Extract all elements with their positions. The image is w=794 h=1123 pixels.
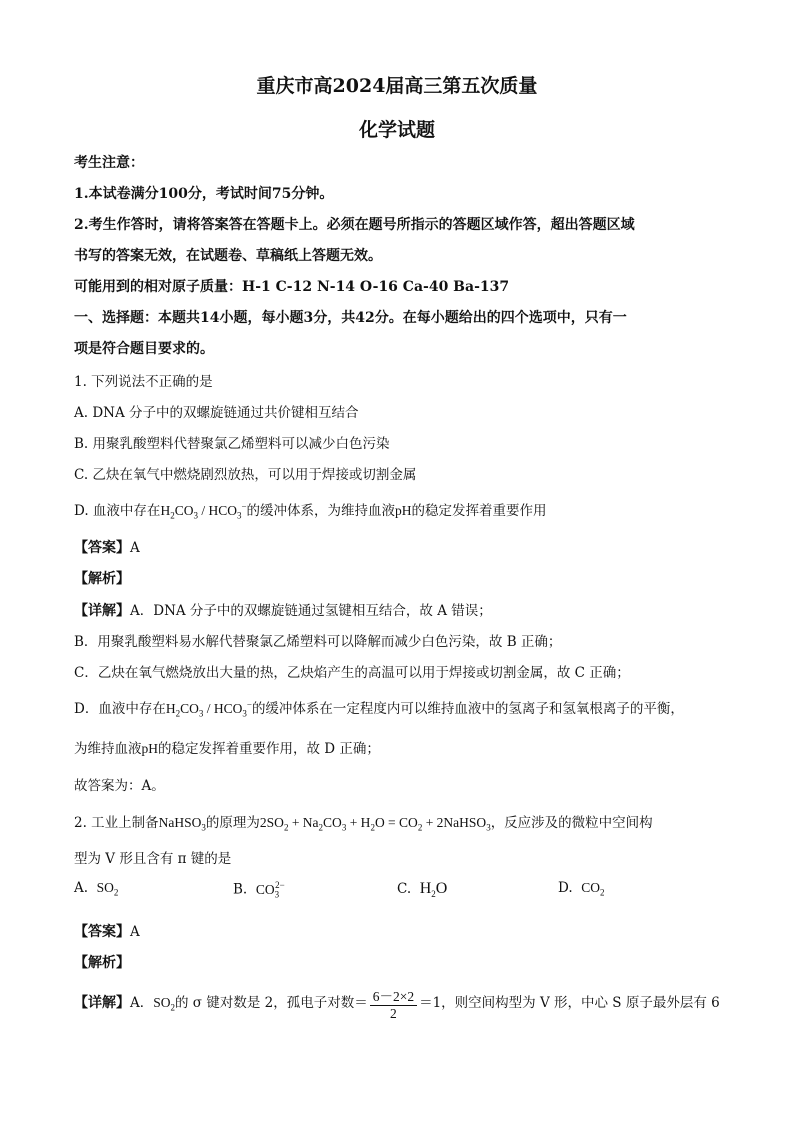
notice-item-2a: 2.考生作答时，请将答案答在答题卡上。必须在题号所指示的答题区域作答，超出答题区域 <box>74 217 635 233</box>
q2-analysis-tag: 【解析】 <box>74 955 130 971</box>
q2-stem: 2. 工业上制备NaHSO$_3$的原理为$2SO_2 + Na_2CO_3 + H_2O = CO_2$ + 2NaHSO$_3$，反应涉及的微粒中空间构 <box>74 815 653 833</box>
section-heading-a: 一、选择题：本题共14小题，每小题3分，共42分。在每小题给出的四个选项中，只有一 <box>74 310 627 326</box>
ph-symbol: pH <box>141 741 158 756</box>
q2-option-a: A. $SO_2$ <box>74 880 119 898</box>
q1-option-c: C. 乙炔在氧气中燃烧剧烈放热，可以用于焊接或切割金属 <box>74 467 417 483</box>
nahso3-formula: NaHSO$_3$ <box>158 815 206 833</box>
notice-item-1: 1.本试卷满分100分，考试时间75分钟。 <box>74 186 334 202</box>
buffer-formula: $H_2CO_3 / HCO_3^-$ <box>160 501 247 521</box>
q2-option-d: D. $CO_2$ <box>558 880 605 898</box>
reaction-equation: $2SO_2 + Na_2CO_3 + H_2O = CO_2$ + 2NaHSO$_3$ <box>259 815 491 833</box>
q1-analysis-tag: 【解析】 <box>74 571 130 587</box>
q1-detail-d2: 为维持血液pH的稳定发挥着重要作用，故 D 正确； <box>74 741 380 757</box>
q1-stem: 1. 下列说法不正确的是 <box>74 374 213 390</box>
notice-heading: 考生注意： <box>74 155 144 171</box>
q1-option-b: B. 用聚乳酸塑料代替聚氯乙烯塑料可以减少白色污染 <box>74 436 390 452</box>
section-heading-b: 项是符合题目要求的。 <box>74 341 214 357</box>
ph-symbol: pH <box>395 503 412 518</box>
q2-option-b: B. $CO_3^{2-}$ <box>233 880 285 900</box>
q2-detail-a: 【详解】A．$SO_2$的 σ 键对数是 2，孤电子对数＝ $\frac{6-2\times 2}{2}$ ＝1，则空间构型为 V 形，中心 S 原子最外层有 6 <box>74 985 720 1022</box>
exam-subtitle: 化学试题 <box>358 119 435 141</box>
q2-option-c: C. $H_2O$ <box>397 880 448 900</box>
fraction: $\frac{6-2\times 2}{2}$ <box>370 985 417 1022</box>
q1-answer: 【答案】A <box>74 540 140 556</box>
q2-stem-2: 型为 V 形且含有 π 键的是 <box>74 851 232 867</box>
atomic-masses: 可能用到的相对原子质量：H-1 C-12 N-14 O-16 Ca-40 Ba-137 <box>74 279 510 295</box>
q2-answer: 【答案】A <box>74 924 140 940</box>
q1-detail-c: C．乙炔在氧气燃烧放出大量的热，乙炔焰产生的高温可以用于焊接或切割金属，故 C 正确； <box>74 665 630 681</box>
q1-conclusion: 故答案为：A。 <box>74 778 165 794</box>
q1-option-d: D. 血液中存在$H_2CO_3 / HCO_3^-$的缓冲体系，为维持血液pH的稳定发挥着重要作用 <box>74 501 547 521</box>
q1-option-a: A. DNA 分子中的双螺旋链通过共价键相互结合 <box>74 405 359 421</box>
q1-detail-d: D．血液中存在$H_2CO_3 / HCO_3^-$的缓冲体系在一定程度内可以维持血液中的氢离子和氢氧根离子的平衡， <box>74 699 684 719</box>
q1-detail-b: B．用聚乳酸塑料易水解代替聚氯乙烯塑料可以降解而减少白色污染，故 B 正确； <box>74 634 562 650</box>
q1-detail-a: 【详解】A．DNA 分子中的双螺旋链通过氢键相互结合，故 A 错误； <box>74 603 492 619</box>
buffer-formula: $H_2CO_3 / HCO_3^-$ <box>165 699 252 719</box>
notice-item-2b: 书写的答案无效，在试题卷、草稿纸上答题无效。 <box>74 248 382 264</box>
exam-title: 重庆市高2024届高三第五次质量 <box>256 75 538 97</box>
